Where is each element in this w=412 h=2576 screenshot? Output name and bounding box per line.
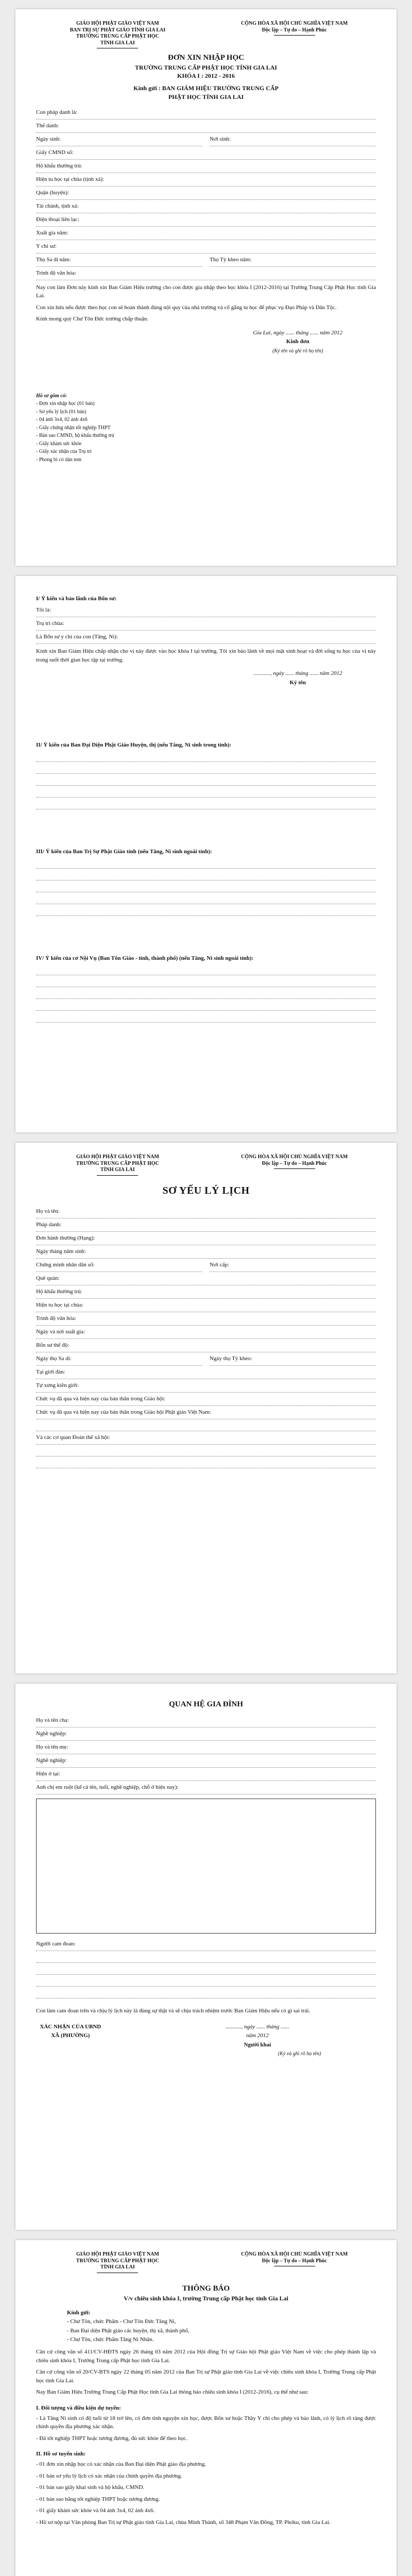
form-field[interactable]: Điện thoại liên lạc:	[36, 213, 376, 227]
form-field[interactable]: Quận (huyện):	[36, 187, 376, 200]
checklist-item: - Giấy khám sức khỏe	[36, 440, 82, 447]
form-field[interactable]: Con pháp danh là:	[36, 106, 376, 120]
motto-line: Độc lập – Tự do – Hạnh Phúc	[262, 2258, 327, 2264]
org-line: TRƯỜNG TRUNG CẤP PHẬT HỌC	[76, 33, 159, 39]
org-line: TỈNH GIA LAI	[100, 1167, 135, 1173]
checklist-item: - Bản sao CMND, hộ khẩu thường trú	[36, 433, 114, 439]
form-field[interactable]: Đơn hành thường (Hạng):	[36, 1232, 376, 1245]
sign-label: Ký tên	[289, 679, 306, 686]
sign-label: Kính đơn	[286, 338, 310, 345]
section-heading: II/ Ý kiến của Ban Đại Diện Phật Giáo Huyện, thị (nếu Tăng, Ni sinh trong tỉnh):	[36, 742, 232, 749]
recipient-label: Kính gửi:	[67, 2309, 91, 2316]
motto-line: Độc lập – Tự do – Hạnh Phúc	[262, 27, 327, 33]
paragraph: - 01 đơn xin nhập học có xác nhận của Ban Đại diện Phật giáo địa phương.	[36, 2461, 207, 2468]
form-field[interactable]: Tài chánh, tịnh xá:	[36, 200, 376, 213]
form-field[interactable]: Và các cơ quan Đoàn thể xã hội:	[36, 1431, 376, 1445]
sign-label: XÁC NHẬN CỦA UBND XÃ (PHƯỜNG)	[40, 2023, 101, 2039]
page-application-form	[15, 9, 397, 566]
paragraph: Con làm cam đoan trên và chịu lý lịch này là đúng sự thật và sẽ chịu trách nhiệm trước Ban Giám Hiệu nếu có gì sai trái.	[36, 2008, 311, 2014]
paragraph: - Đã tốt nghiệp THPT hoặc tương đương, đủ sức khỏe để theo học.	[36, 2435, 187, 2442]
form-field[interactable]: Ngày thọ Tỳ kheo:	[210, 1352, 376, 1366]
org-line: TỈNH GIA LAI	[100, 2264, 135, 2270]
form-field[interactable]: Người cam đoan:	[36, 1938, 376, 1951]
sign-note: (Ký và ghi rõ họ tên)	[278, 2051, 321, 2057]
form-field[interactable]: Hộ khẩu thường trú:	[36, 1285, 376, 1299]
page-title: ĐƠN XIN NHẬP HỌC	[168, 54, 244, 62]
org-line: GIÁO HỘI PHẬT GIÁO VIỆT NAM	[76, 21, 159, 26]
form-field[interactable]: Ngày sinh:	[36, 133, 202, 146]
form-field[interactable]: Giấy CMND số:	[36, 146, 376, 160]
form-field[interactable]: Nơi sinh:	[210, 133, 376, 146]
sign-note: (Ký tên và ghi rõ họ tên)	[272, 348, 323, 354]
paragraph: - Là Tăng Ni sinh có độ tuổi từ 18 trở lên, có đơn tình nguyện xin học, được Bổn sư hoặc Thầy Y chỉ cho phép và bảo lãnh, có lý lịch rõ ràng được chính quyền địa phương xác nhận.	[36, 2415, 376, 2430]
signature-block	[219, 669, 376, 687]
form-field[interactable]: Trụ trì chùa:	[36, 617, 376, 631]
sign-date: ............, ngày ...... tháng ...... năm 2012	[253, 670, 342, 676]
form-field[interactable]: Hiện tu học tại chùa:	[36, 1299, 376, 1312]
paragraph: Căn cứ công văn số 411/CV-HĐTS ngày 26 tháng 03 năm 2012 của Hội đồng Trị sự Giáo hội Phật giáo Việt Nam về việc cho phép thành lập và chiêu sinh khóa I, Trường Trung cấp Phật học tỉnh Gia Lai.	[36, 2349, 376, 2364]
section-heading: IV/ Ý kiến của cơ Nội Vụ (Ban Tôn Giáo - tỉnh, thành phố) (nếu Tăng, Ni sinh ngoài tỉnh):	[36, 955, 254, 962]
org-line: GIÁO HỘI PHẬT GIÁO VIỆT NAM	[76, 1154, 159, 1160]
form-field[interactable]: Thọ Sa di năm:	[36, 253, 202, 267]
subtitle: KHÓA I : 2012 - 2016	[177, 72, 235, 80]
form-field[interactable]: Anh chị em ruột (kể cả tên, tuổi, nghề nghiệp, chỗ ở hiện nay):	[36, 1781, 376, 1794]
form-field[interactable]: Tự xưng kiên giới:	[36, 1379, 376, 1393]
letterhead	[36, 1154, 376, 1176]
nation-line: CỘNG HÒA XÃ HỘI CHỦ NGHĨA VIỆT NAM	[241, 21, 348, 26]
letterhead	[36, 21, 376, 48]
paragraph: Kính xin Ban Giám Hiệu chấp nhận cho vị này được vào học khóa I tại trường. Tôi xin bảo lãnh về mọi mặt sinh hoạt và đời sống tu học của vị này trong suốt thời gian học tập tại trường.	[36, 648, 376, 663]
subtitle: TRƯỜNG TRUNG CẤP PHẬT HỌC TỈNH GIA LAI	[135, 64, 277, 71]
form-field[interactable]: Y chỉ sư:	[36, 240, 376, 253]
page-cv	[15, 1143, 397, 1673]
checklist-item: - Phong bì có dán tem	[36, 456, 82, 463]
section-heading: III/ Ý kiến của Ban Trị Sự Phật Giáo tỉnh (nếu Tăng, Ni sinh ngoài tỉnh):	[36, 849, 212, 855]
paragraph: - 01 bản sao giấy khai sinh và hộ khẩu, CMND.	[36, 2484, 145, 2491]
paragraph: - 01 bản sơ yếu lý lịch có xác nhận của chính quyền địa phương.	[36, 2472, 182, 2479]
section-heading: II. Hồ sơ tuyển sinh:	[36, 2451, 86, 2458]
form-field[interactable]: Hiện tu học tại chùa (tịnh xá):	[36, 173, 376, 187]
form-field[interactable]: Ngày và nơi xuất gia:	[36, 1326, 376, 1339]
checklist-title: Hồ sơ gồm có:	[36, 393, 67, 399]
form-field[interactable]: Chức vụ đã qua và hiện nay của bản thân trong Giáo hội:	[36, 1393, 376, 1406]
recipient: Kính gửi : BAN GIÁM HIỆU TRƯỜNG TRUNG CẤP	[133, 84, 279, 92]
nation-line: CỘNG HÒA XÃ HỘI CHỦ NGHĨA VIỆT NAM	[241, 1154, 348, 1160]
checklist-item: - Giấy chứng nhận tốt nghiệp THPT	[36, 425, 111, 431]
form-field[interactable]: Ngày tháng năm sinh:	[36, 1245, 376, 1259]
form-field[interactable]: Họ và tên mẹ:	[36, 1741, 376, 1754]
recipient-item: - Chư Tôn, chức Phẩm - Chư Tôn Đức Tăng Ni,	[67, 2318, 176, 2325]
org-line: BAN TRỊ SỰ PHẬT GIÁO TỈNH GIA LAI	[70, 27, 166, 33]
form-field[interactable]: Bổn sư thế độ:	[36, 1339, 376, 1352]
form-field[interactable]: Nơi cấp:	[210, 1259, 376, 1272]
letterhead	[36, 2251, 376, 2273]
paragraph: - Hồ sơ nộp tại Văn phòng Ban Trị sự Phật giáo tỉnh Gia Lai, chùa Minh Thành, số 348 Phạm Văn Đồng, TP. Pleiku, tỉnh Gia Lai.	[36, 2519, 331, 2526]
form-field[interactable]: Họ và tên cha:	[36, 1714, 376, 1727]
page-family	[15, 1684, 397, 2230]
recipients	[67, 2309, 376, 2345]
form-field[interactable]: Thọ Tỳ kheo năm:	[210, 253, 376, 267]
form-field[interactable]: Tại giới đàn:	[36, 1366, 376, 1379]
sign-date: ..........., ngày ...... tháng ...... năm 2012	[226, 2023, 289, 2039]
subtitle: V/v chiêu sinh khóa I, trường Trung cấp Phật học tỉnh Gia Lai	[124, 2294, 288, 2302]
sign-date: Gia Lai, ngày ...... tháng ...... năm 2012	[253, 329, 342, 336]
signature-row	[36, 2023, 376, 2059]
recipient: PHẬT HỌC TỈNH GIA LAI	[168, 93, 244, 100]
recipient-item: - Ban Đại diện Phật giáo các huyện, thị xã, thành phố,	[67, 2327, 190, 2334]
form-field[interactable]: Hiện ở tại:	[36, 1768, 376, 1781]
form-field[interactable]: Trình độ văn hóa:	[36, 267, 376, 280]
page-opinions	[15, 576, 397, 1132]
checklist-item: - Sơ yếu lý lịch (01 bản)	[36, 409, 87, 415]
form-field[interactable]: Nghề nghiệp:	[36, 1754, 376, 1768]
checklist-item: - Giấy xác nhận của Trụ trì	[36, 449, 92, 455]
org-line: TRƯỜNG TRUNG CẤP PHẬT HỌC	[76, 1160, 159, 1166]
nation-line: CỘNG HÒA XÃ HỘI CHỦ NGHĨA VIỆT NAM	[241, 2251, 348, 2257]
page-title: SƠ YẾU LÝ LỊCH	[162, 1184, 250, 1196]
form-field[interactable]: Họ và tên:	[36, 1205, 376, 1218]
form-field[interactable]: Pháp danh:	[36, 1218, 376, 1232]
form-field[interactable]: Xuất gia năm:	[36, 227, 376, 240]
form-field[interactable]: Ngày thọ Sa di:	[36, 1352, 202, 1366]
page-title: QUAN HỆ GIA ĐÌNH	[169, 1700, 243, 1708]
form-field[interactable]: Là Bổn sư y chỉ của con (Tăng, Ni):	[36, 631, 376, 644]
signature-block	[219, 329, 376, 356]
section-heading: I. Đối tượng và điều kiện dự tuyển:	[36, 2404, 121, 2411]
paragraph: - 01 giấy khám sức khỏe và 04 ảnh 3x4, 02 ảnh 4x6.	[36, 2507, 155, 2514]
form-field[interactable]: Nghề nghiệp:	[36, 1727, 376, 1741]
motto-line: Độc lập – Tự do – Hạnh Phúc	[262, 1160, 327, 1166]
document-checklist	[36, 392, 376, 464]
recipient-item: - Chư Tôn, chức Phẩm Tăng Ni Nhân.	[67, 2336, 154, 2343]
form-field[interactable]: Chứng minh nhân dân số:	[36, 1259, 202, 1272]
form-field[interactable]: Chức vụ đã qua và hiện nay của bản thân trong Giáo hội Phật giáo Việt Nam:	[36, 1406, 376, 1419]
form-field[interactable]: Tôi là:	[36, 604, 376, 617]
form-field[interactable]: Quê quán:	[36, 1272, 376, 1285]
page-announcement	[15, 2240, 397, 2576]
form-field[interactable]: Thế danh:	[36, 120, 376, 133]
form-field[interactable]: Trình độ văn hóa:	[36, 1312, 376, 1326]
paragraph: Con xin hứa nếu được theo học con sẽ hoàn thành đúng nội quy của nhà trường và cố gắng tu học để phục vụ Đạo Pháp và Dân Tộc.	[36, 304, 337, 311]
paragraph: Nay Ban Giám Hiệu Trường Trung Cấp Phật Học tỉnh Gia Lai thông báo chiêu sinh khóa I (2012-2016), cụ thể như sau:	[36, 2389, 308, 2396]
paragraph: Kính mong quý Chư Tôn Đức trường chấp thuận.	[36, 316, 149, 323]
paragraph: Căn cứ công văn số 20/CV-BTS ngày 22 tháng 05 năm 2012 của Ban Trị sự Phật giáo tỉnh Gia Lai về việc chiêu sinh khóa I, Trường Trung cấp Phật học tỉnh Gia Lai.	[36, 2369, 376, 2384]
paragraph: - 01 bản sao bằng tốt nghiệp THPT hoặc tương đương.	[36, 2496, 160, 2502]
page-title: THÔNG BÁO	[182, 2284, 230, 2293]
org-line: TỈNH GIA LAI	[100, 40, 135, 46]
paragraph: Nay con làm Đơn này kính xin Ban Giám Hiệu trường cho con được gia nhập theo học khóa I (2012-2016) tại Trường Trung Cấp Phật Học tỉnh Gia Lai.	[36, 284, 376, 299]
org-line: TRƯỜNG TRUNG CẤP PHẬT HỌC	[76, 2258, 159, 2264]
checklist-item: - 04 ảnh 3x4, 02 ảnh 4x6	[36, 417, 88, 423]
sign-label: Người khai	[244, 2041, 271, 2048]
siblings-box[interactable]	[36, 1799, 376, 1934]
org-line: GIÁO HỘI PHẬT GIÁO VIỆT NAM	[76, 2251, 159, 2257]
section-heading: I/ Ý kiến và bảo lãnh của Bổn sư:	[36, 596, 117, 602]
checklist-item: - Đơn xin nhập học (01 bản)	[36, 401, 95, 407]
form-field[interactable]: Hộ khẩu thường trú:	[36, 160, 376, 173]
